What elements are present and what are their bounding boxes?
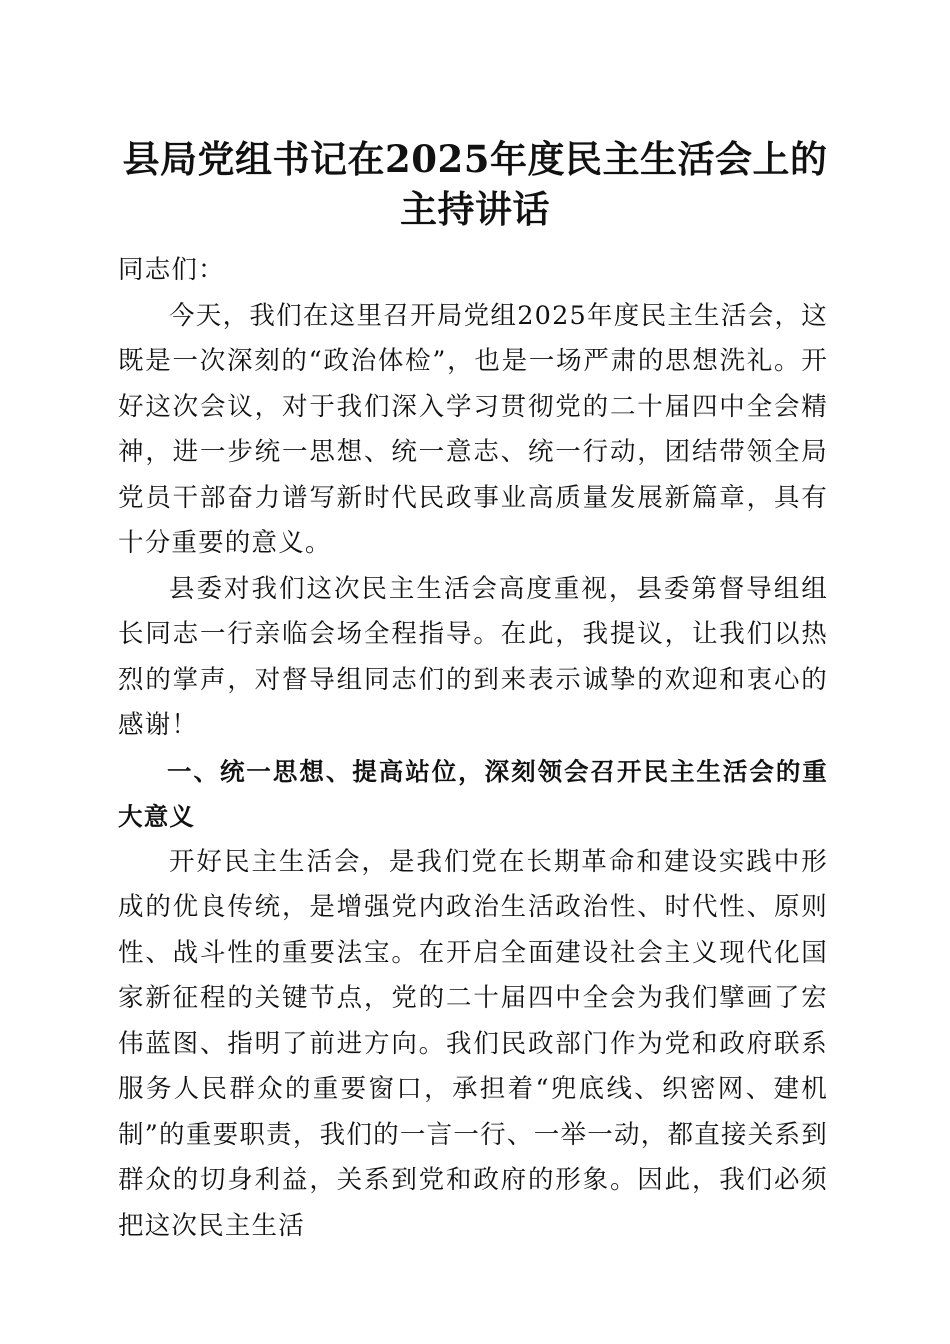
paragraph: 开好民主生活会，是我们党在长期革命和建设实践中形成的优良传统，是增强党内政治生活政治性、时代性、原则性、战斗性的重要法宝。在开启全面建设社会主义现代化国家新征程的关键节点，党的二十届四中全会为我们擘画了宏伟蓝图、指明了前进方向。我们民政部门作为党和政府联系服务人民群众的重要窗口，承担着“兜底线、织密网、建机制”的重要职责，我们的一言一行、一举一动，都直接关系到群众的切身利益，关系到党和政府的形象。因此，我们必须把这次民主生活 xyxy=(118,846,828,1241)
salutation: 同志们： xyxy=(118,255,225,285)
document-title: 县局党组书记在2025年度民主生活会上的主持讲话 xyxy=(122,137,828,231)
document-body xyxy=(118,248,828,1249)
paragraph: 今天，我们在这里召开局党组2025年度民主生活会，这既是一次深刻的“政治体检”，也是一场严肃的思想洗礼。开好这次会议，对于我们深入学习贯彻党的二十届四中全会精神，进一步统一思想、统一意志、统一行动，团结带领全局党员干部奋力谱写新时代民政事业高质量发展新篇章，具有十分重要的意义。 xyxy=(118,300,828,558)
paragraph: 县委对我们这次民主生活会高度重视，县委第督导组组长同志一行亲临会场全程指导。在此，我提议，让我们以热烈的掌声，对督导组同志们的到来表示诚挚的欢迎和衷心的感谢！ xyxy=(118,573,828,740)
section-heading: 一、统一思想、提高站位，深刻领会召开民主生活会的重大意义 xyxy=(118,756,828,831)
